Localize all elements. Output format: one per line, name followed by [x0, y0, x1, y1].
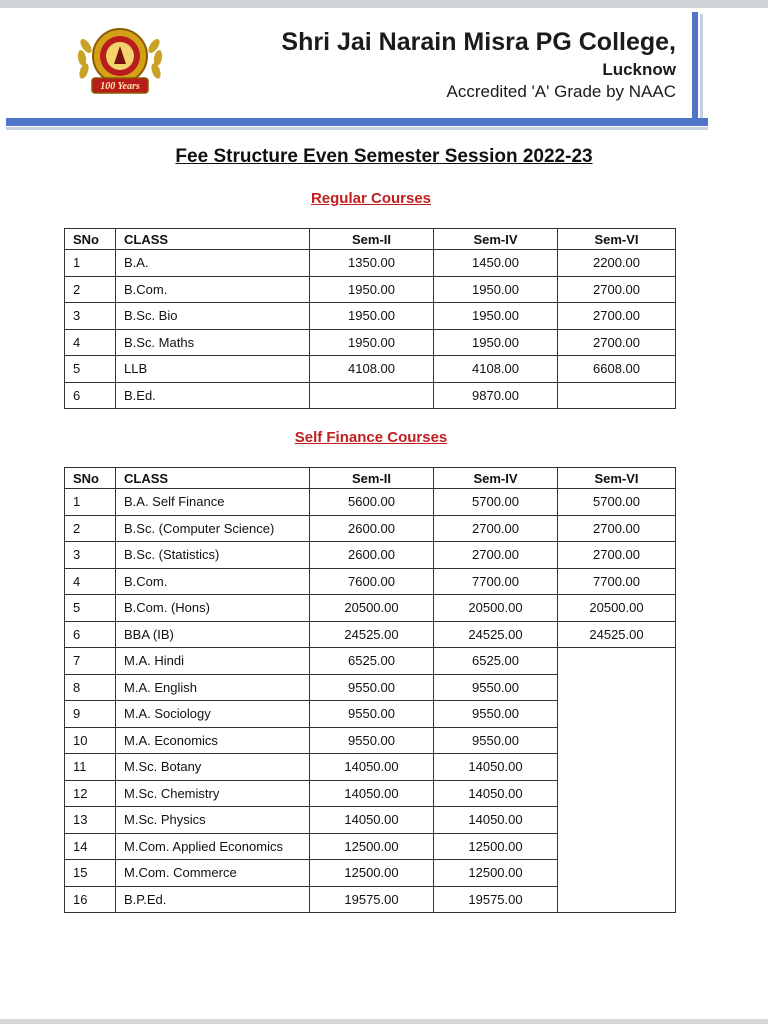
cell-sem-ii: 4108.00 [310, 356, 434, 383]
cell-class: B.Com. [116, 276, 310, 303]
cell-sno: 14 [65, 833, 116, 860]
cell-sno: 3 [65, 303, 116, 330]
cell-class: B.A. Self Finance [116, 489, 310, 516]
cell-sem-iv: 6525.00 [434, 648, 558, 675]
cell-sno: 6 [65, 621, 116, 648]
cell-sem-vi [558, 674, 676, 701]
cell-sem-iv: 12500.00 [434, 860, 558, 887]
cell-class: B.Sc. (Statistics) [116, 542, 310, 569]
cell-sem-vi [558, 648, 676, 675]
col-class: CLASS [116, 229, 310, 250]
table-row [65, 701, 676, 728]
col-sem-vi: Sem-VI [558, 229, 676, 250]
cell-class: LLB [116, 356, 310, 383]
cell-sem-iv: 14050.00 [434, 780, 558, 807]
bottom-border [0, 1019, 768, 1024]
cell-sem-vi [558, 382, 676, 409]
cell-class: M.Sc. Chemistry [116, 780, 310, 807]
table-row [65, 568, 676, 595]
cell-sem-ii [310, 382, 434, 409]
cell-class: BBA (IB) [116, 621, 310, 648]
cell-sno: 16 [65, 886, 116, 913]
cell-sem-vi [558, 701, 676, 728]
self-finance-fee-table [64, 467, 676, 913]
cell-sno: 11 [65, 754, 116, 781]
table-row [65, 833, 676, 860]
cell-class: M.A. Economics [116, 727, 310, 754]
table-row [65, 356, 676, 383]
table-row [65, 595, 676, 622]
cell-sem-iv: 1450.00 [434, 250, 558, 277]
cell-sem-ii: 14050.00 [310, 780, 434, 807]
cell-class: B.Com. [116, 568, 310, 595]
cell-sem-ii: 9550.00 [310, 727, 434, 754]
cell-sem-iv: 5700.00 [434, 489, 558, 516]
cell-sno: 10 [65, 727, 116, 754]
college-city: Lucknow [602, 60, 676, 79]
cell-sem-vi: 2700.00 [558, 276, 676, 303]
cell-sem-iv: 14050.00 [434, 807, 558, 834]
cell-sem-ii: 12500.00 [310, 860, 434, 887]
cell-sem-vi: 2200.00 [558, 250, 676, 277]
cell-sno: 2 [65, 276, 116, 303]
cell-sem-vi [558, 780, 676, 807]
cell-sno: 1 [65, 250, 116, 277]
cell-sem-iv: 9870.00 [434, 382, 558, 409]
cell-sem-ii: 1950.00 [310, 303, 434, 330]
header-vertical-rule [692, 12, 698, 118]
cell-sem-vi: 2700.00 [558, 515, 676, 542]
cell-sem-iv: 19575.00 [434, 886, 558, 913]
col-sem-ii: Sem-II [310, 229, 434, 250]
logo-ribbon-text: 100 Years [100, 81, 140, 92]
accreditation: Accredited 'A' Grade by NAAC [446, 82, 676, 101]
cell-sno: 13 [65, 807, 116, 834]
cell-sno: 15 [65, 860, 116, 887]
table-row [65, 860, 676, 887]
table-row [65, 542, 676, 569]
cell-sno: 2 [65, 515, 116, 542]
table-header-row [65, 468, 676, 489]
cell-sem-ii: 7600.00 [310, 568, 434, 595]
cell-class: M.A. English [116, 674, 310, 701]
cell-sno: 5 [65, 356, 116, 383]
cell-sem-iv: 2700.00 [434, 515, 558, 542]
cell-sno: 8 [65, 674, 116, 701]
cell-sem-ii: 5600.00 [310, 489, 434, 516]
cell-sem-vi [558, 754, 676, 781]
cell-sem-ii: 1950.00 [310, 276, 434, 303]
header-horizontal-rule-shadow [6, 127, 708, 130]
cell-sem-vi: 2700.00 [558, 329, 676, 356]
table-row [65, 727, 676, 754]
cell-sem-ii: 19575.00 [310, 886, 434, 913]
college-name: Shri Jai Narain Misra PG College, [281, 28, 676, 56]
cell-sem-ii: 24525.00 [310, 621, 434, 648]
cell-sem-iv: 1950.00 [434, 329, 558, 356]
cell-class: M.Sc. Physics [116, 807, 310, 834]
cell-class: M.Sc. Botany [116, 754, 310, 781]
col-class: CLASS [116, 468, 310, 489]
cell-sem-ii: 14050.00 [310, 807, 434, 834]
cell-class: B.P.Ed. [116, 886, 310, 913]
cell-sem-iv: 1950.00 [434, 303, 558, 330]
regular-courses-heading: Regular Courses [310, 190, 432, 207]
col-sno: SNo [65, 468, 116, 489]
cell-sem-vi [558, 833, 676, 860]
cell-sem-vi [558, 727, 676, 754]
regular-fee-table [64, 228, 676, 409]
cell-sem-ii: 6525.00 [310, 648, 434, 675]
table-row [65, 382, 676, 409]
table-row [65, 303, 676, 330]
cell-class: B.Com. (Hons) [116, 595, 310, 622]
cell-sem-iv: 12500.00 [434, 833, 558, 860]
header-vertical-rule-shadow [700, 14, 703, 118]
cell-sem-ii: 14050.00 [310, 754, 434, 781]
cell-sno: 9 [65, 701, 116, 728]
cell-sem-iv: 9550.00 [434, 674, 558, 701]
cell-sem-vi [558, 886, 676, 913]
cell-class: M.Com. Commerce [116, 860, 310, 887]
cell-sem-iv: 9550.00 [434, 701, 558, 728]
col-sem-iv: Sem-IV [434, 468, 558, 489]
cell-class: B.Ed. [116, 382, 310, 409]
cell-sem-vi: 2700.00 [558, 303, 676, 330]
cell-sno: 1 [65, 489, 116, 516]
table-row [65, 515, 676, 542]
table-row [65, 648, 676, 675]
page-title: Fee Structure Even Semester Session 2022-23 [175, 146, 593, 167]
cell-sem-ii: 1350.00 [310, 250, 434, 277]
table-row [65, 489, 676, 516]
cell-class: M.A. Sociology [116, 701, 310, 728]
cell-sem-iv: 2700.00 [434, 542, 558, 569]
table-row [65, 621, 676, 648]
cell-sem-iv: 20500.00 [434, 595, 558, 622]
cell-sem-vi [558, 860, 676, 887]
cell-class: B.Sc. (Computer Science) [116, 515, 310, 542]
cell-sem-iv: 9550.00 [434, 727, 558, 754]
cell-sem-vi: 2700.00 [558, 542, 676, 569]
self-finance-rows [65, 489, 676, 913]
cell-sno: 5 [65, 595, 116, 622]
table-row [65, 674, 676, 701]
cell-class: M.A. Hindi [116, 648, 310, 675]
cell-sem-vi: 6608.00 [558, 356, 676, 383]
cell-sno: 4 [65, 329, 116, 356]
table-row [65, 329, 676, 356]
col-sem-iv: Sem-IV [434, 229, 558, 250]
cell-sno: 12 [65, 780, 116, 807]
table-row [65, 754, 676, 781]
col-sem-ii: Sem-II [310, 468, 434, 489]
top-border [0, 0, 768, 8]
cell-sem-ii: 1950.00 [310, 329, 434, 356]
table-header-row [65, 229, 676, 250]
cell-sem-ii: 20500.00 [310, 595, 434, 622]
table-row [65, 250, 676, 277]
cell-sem-vi: 20500.00 [558, 595, 676, 622]
cell-sem-ii: 2600.00 [310, 542, 434, 569]
cell-sem-iv: 4108.00 [434, 356, 558, 383]
cell-sem-ii: 2600.00 [310, 515, 434, 542]
cell-sno: 7 [65, 648, 116, 675]
cell-sem-ii: 9550.00 [310, 674, 434, 701]
cell-sno: 4 [65, 568, 116, 595]
cell-sem-vi [558, 807, 676, 834]
cell-class: B.Sc. Bio [116, 303, 310, 330]
cell-class: B.Sc. Maths [116, 329, 310, 356]
cell-sem-ii: 12500.00 [310, 833, 434, 860]
cell-class: M.Com. Applied Economics [116, 833, 310, 860]
cell-sem-iv: 14050.00 [434, 754, 558, 781]
regular-rows [65, 250, 676, 409]
col-sem-vi: Sem-VI [558, 468, 676, 489]
table-row [65, 886, 676, 913]
table-row [65, 276, 676, 303]
header-horizontal-rule [6, 118, 708, 126]
col-sno: SNo [65, 229, 116, 250]
self-finance-heading: Self Finance Courses [294, 429, 448, 446]
cell-sem-ii: 9550.00 [310, 701, 434, 728]
cell-sem-vi: 7700.00 [558, 568, 676, 595]
cell-sem-iv: 1950.00 [434, 276, 558, 303]
cell-sem-vi: 5700.00 [558, 489, 676, 516]
cell-sno: 6 [65, 382, 116, 409]
table-row [65, 807, 676, 834]
cell-sem-iv: 7700.00 [434, 568, 558, 595]
college-logo [70, 26, 170, 98]
cell-sem-vi: 24525.00 [558, 621, 676, 648]
cell-sem-iv: 24525.00 [434, 621, 558, 648]
table-row [65, 780, 676, 807]
cell-sno: 3 [65, 542, 116, 569]
cell-class: B.A. [116, 250, 310, 277]
